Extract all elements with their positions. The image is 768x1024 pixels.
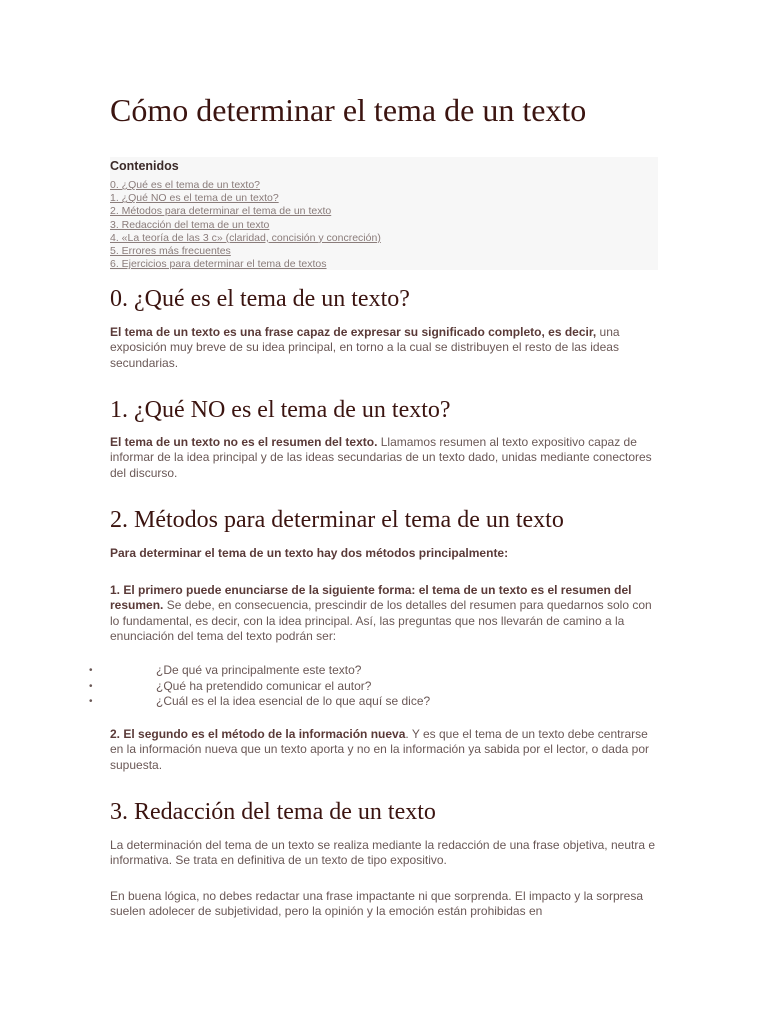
list-item [89, 678, 430, 695]
bold-text: 1. El primero puede enunciarse de la siguiente forma: el tema de un texto es el resumen del resumen. [110, 583, 632, 613]
body-text: una exposición muy breve de su idea principal, en torno a la cual se distribuyen el resto de las ideas secundarias. [110, 325, 620, 370]
section-heading-2: 2. Métodos para determinar el tema de un texto [110, 507, 564, 533]
section-heading-3: 3. Redacción del tema de un texto [110, 799, 436, 825]
section-1-paragraph [110, 435, 658, 481]
section-heading-1: 1. ¿Qué NO es el tema de un texto? [110, 397, 451, 423]
toc-link-0[interactable]: 0. ¿Qué es el tema de un texto? [110, 179, 261, 191]
bold-text: El tema de un texto no es el resumen del texto. [110, 435, 378, 449]
section-3-paragraph-2: En buena lógica, no debes redactar una frase impactante ni que sorprenda. El impacto y la sorpresa suelen adolecer de subjetividad, pero la opinión y la emoción están prohibidas en [110, 889, 643, 919]
list-item-text: ¿De qué va principalmente este texto? [156, 663, 362, 677]
toc-list [110, 179, 381, 271]
section-0-paragraph [110, 325, 658, 371]
list-item [89, 694, 431, 710]
toc-link-4[interactable]: 4. «La teoría de las 3 c» (claridad, concisión y concreción) [110, 231, 381, 244]
body-text: Se debe, en consecuencia, prescindir de los detalles del resumen para quedarnos solo con lo fundamental, es decir, con la idea principal. Así, las preguntas que nos llevarán de camino a la enunciación del tema del texto podrán ser: [110, 598, 652, 644]
section-2-method-2 [110, 727, 658, 773]
bullet-icon: • [89, 665, 93, 676]
toc-link-5[interactable]: 5. Errores más frecuentes [110, 245, 231, 258]
body-text: . Y es que el tema de un texto debe centrarse en la información nueva que un texto aporta y no en la información ya sabida por el lector, o dada por supuesta. [110, 727, 650, 772]
toc-link-6[interactable]: 6. Ejercicios para determinar el tema de textos [110, 258, 327, 271]
section-3-paragraph-1: La determinación del tema de un texto se realiza mediante la redacción de una frase objetiva, neutra e informativa. Se trata en definitiva de un texto de tipo expositivo. [110, 838, 656, 868]
bold-text: Para determinar el tema de un texto hay dos métodos principalmente: [110, 546, 509, 560]
bold-text: El tema de un texto es una frase capaz de expresar su significado completo, es decir, [110, 325, 597, 339]
table-of-contents [110, 157, 658, 270]
page-title: Cómo determinar el tema de un texto [110, 92, 587, 128]
bullet-icon: • [89, 696, 93, 708]
toc-item [110, 232, 381, 245]
section-heading-0: 0. ¿Qué es el tema de un texto? [110, 286, 410, 312]
body-text: Llamamos resumen al texto expositivo capaz de informar de la idea principal y de las ideas secundarias de un texto dado, unidas mediante conectores del discurso. [110, 435, 652, 480]
toc-item [110, 219, 381, 232]
toc-item [110, 192, 381, 205]
toc-item [110, 245, 381, 258]
toc-item [110, 205, 381, 218]
toc-heading: Contenidos [110, 159, 179, 173]
toc-link-2[interactable]: 2. Métodos para determinar el tema de un texto [110, 205, 332, 218]
list-item-text: ¿Qué ha pretendido comunicar el autor? [156, 678, 372, 693]
bold-text: 2. El segundo es el método de la información nueva [110, 727, 406, 741]
toc-item [110, 179, 381, 192]
toc-link-3[interactable]: 3. Redacción del tema de un texto [110, 218, 270, 231]
toc-link-1[interactable]: 1. ¿Qué NO es el tema de un texto? [110, 192, 279, 205]
toc-item [110, 258, 381, 271]
list-item-text: ¿Cuál es el la idea esencial de lo que aquí se dice? [156, 694, 431, 709]
question-list [89, 663, 431, 710]
section-2-intro [110, 546, 658, 561]
bullet-icon: • [89, 680, 93, 692]
section-2-method-1 [110, 583, 658, 645]
list-item [89, 663, 430, 679]
